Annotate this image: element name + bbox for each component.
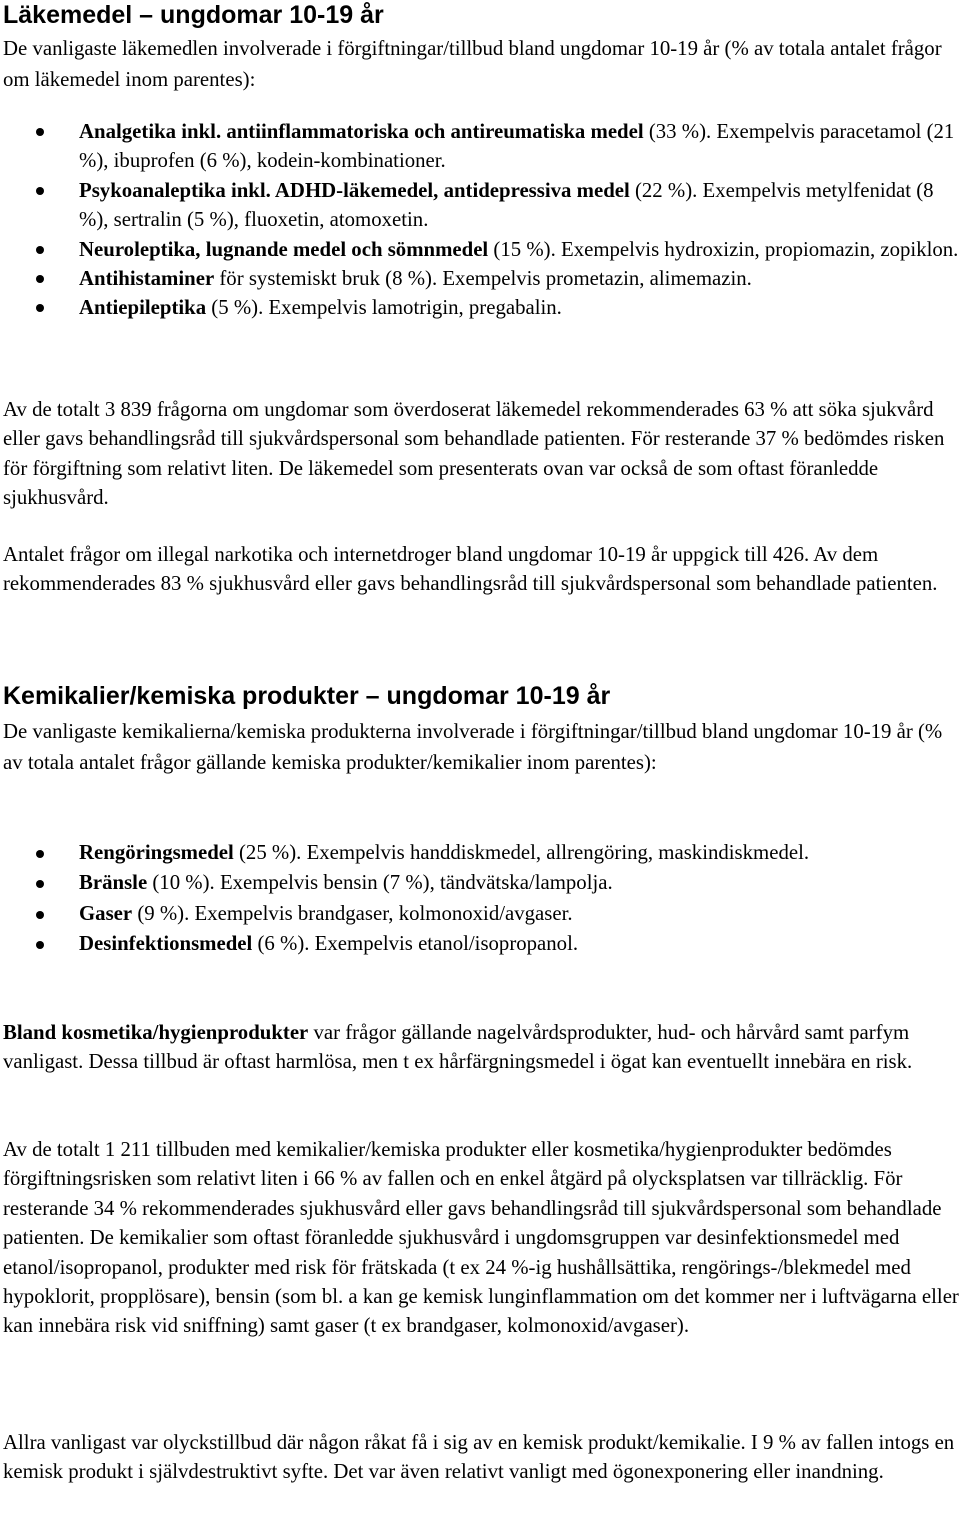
item-category: Antiepileptika (79, 296, 207, 320)
bullet-icon (36, 304, 44, 312)
item-category: Psykoanaleptika inkl. ADHD-läkemedel, antidepressiva medel (79, 178, 630, 202)
bullet-icon (36, 880, 44, 888)
item-text: (5 %). Exempelvis lamotrigin, pregabalin. (206, 296, 562, 320)
item-category: Neuroleptika, lugnande medel och sömnmedel (79, 237, 489, 261)
bullet-icon (36, 128, 44, 136)
bullet-icon (36, 187, 44, 195)
paragraph-chemical-incidents: Av de totalt 1 211 tillbuden med kemikalier/kemiska produkter eller kosmetika/hygienprodukter bedömdes förgiftningsrisken som relativt liten i 66 % av fallen och en enkel åtgärd på olycksplatsen var tillräcklig. För resterande 34 % rekommenderades sjukhusvård eller gavs behandlingsråd till sjukvårdspersonal som behandlade patienten. De kemikalier som oftast föranledde sjukhusvård i ungdomsgruppen var desinfektionsmedel med etanol/isopropanol, produkter med risk för frätskada (t ex 24 %-ig hushållsättika, rengörings-/blekmedel med hypoklorit, propplösare), bensin (som bl. a kan ge kemisk lunginflammation om det kommer ner i luftvägarna eller kan innebära risk vid sniffning) samt gaser (t ex brandgaser, kolmonoxid/avgaser). (3, 1138, 959, 1338)
item-category: Desinfektionsmedel (79, 932, 253, 956)
list-item (0, 235, 960, 264)
list-item (0, 868, 960, 898)
item-category: Rengöringsmedel (79, 841, 234, 864)
list-item (0, 117, 960, 176)
item-text: (15 %). Exempelvis hydroxizin, propiomazin, zopiklon. (488, 237, 959, 261)
list-item (0, 899, 960, 929)
paragraph-narcotics: Antalet frågor om illegal narkotika och internetdroger bland ungdomar 10-19 år uppgick till 426. Av dem rekommenderades 83 % sjukhusvård eller gavs behandlingsråd till sjukvårdspersonal som behandlade patienten. (3, 543, 938, 596)
item-text: (33 %). Exempelvis paracetamol (21 %), ibuprofen (6 %), kodein-kombinationer. (79, 120, 955, 173)
item-category: Gaser (79, 901, 133, 925)
bullet-icon (36, 275, 44, 283)
list-item (0, 293, 960, 322)
item-text: (10 %). Exempelvis bensin (7 %), tändvätska/lampolja. (147, 871, 613, 895)
list-item (0, 838, 960, 868)
item-category: Bränsle (79, 871, 148, 895)
section-intro-kemikalier: De vanligaste kemikalierna/kemiska produkterna involverade i förgiftningar/tillbud bland ungdomar 10-19 år (% av totala antalet frågor gällande kemiska produkter/kemikalier inom parentes): (3, 720, 943, 774)
item-text: (22 %). Exempelvis metylfenidat (8 %), sertralin (5 %), fluoxetin, atomoxetin. (79, 178, 934, 232)
section-title-kemikalier: Kemikalier/kemiska produkter – ungdomar 10-19 år (3, 682, 611, 710)
paragraph-cosmetics (3, 1018, 960, 1077)
item-category: Antihistaminer (79, 267, 215, 291)
bullet-icon (36, 246, 44, 254)
list-item (0, 929, 960, 959)
section-intro-lakemedel: De vanligaste läkemedlen involverade i förgiftningar/tillbud bland ungdomar 10-19 år (% av totala antalet frågor om läkemedel inom parentes): (3, 37, 942, 91)
cosmetics-text: var frågor gällande nagelvårdsprodukter, hud- och hårvård samt parfym vanligast. Dessa tillbud är oftast harmlösa, men t ex hårfärgningsmedel i ögat kan eventuellt innebära en risk. (3, 1021, 913, 1074)
lakemedel-list (0, 117, 960, 323)
bullet-icon (36, 911, 44, 919)
item-text: (25 %). Exempelvis handdiskmedel, allrengöring, maskindiskmedel. (233, 841, 810, 864)
cosmetics-heading: Bland kosmetika/hygienprodukter (3, 1021, 309, 1044)
paragraph-accident-types: Allra vanligast var olyckstillbud där någon råkat få i sig av en kemisk produkt/kemikalie. I 9 % av fallen intogs en kemisk produkt i självdestruktivt syfte. Det var även relativt vanligt med ögonexponering eller inandning. (3, 1431, 955, 1484)
bullet-icon (36, 941, 44, 949)
list-item (0, 264, 960, 293)
item-text: för systemiskt bruk (8 %). Exempelvis prometazin, alimemazin. (214, 267, 752, 291)
section-title-lakemedel: Läkemedel – ungdomar 10-19 år (3, 1, 384, 29)
kemikalier-list (0, 838, 960, 960)
list-item (0, 176, 960, 235)
item-text: (6 %). Exempelvis etanol/isopropanol. (252, 932, 579, 956)
bullet-icon (36, 850, 44, 858)
item-text: (9 %). Exempelvis brandgaser, kolmonoxid/avgaser. (132, 901, 573, 925)
item-category: Analgetika inkl. antiinflammatoriska och antireumatiska medel (79, 120, 644, 143)
paragraph-overdose-summary: Av de totalt 3 839 frågorna om ungdomar som överdoserat läkemedel rekommenderades 63 % att söka sjukvård eller gavs behandlingsråd till sjukvårdspersonal som behandlade patienten. För resterande 37 % bedömdes risken för förgiftning som relativt liten. De läkemedel som presenterats ovan var också de som oftast föranledde sjukhusvård. (3, 398, 945, 510)
